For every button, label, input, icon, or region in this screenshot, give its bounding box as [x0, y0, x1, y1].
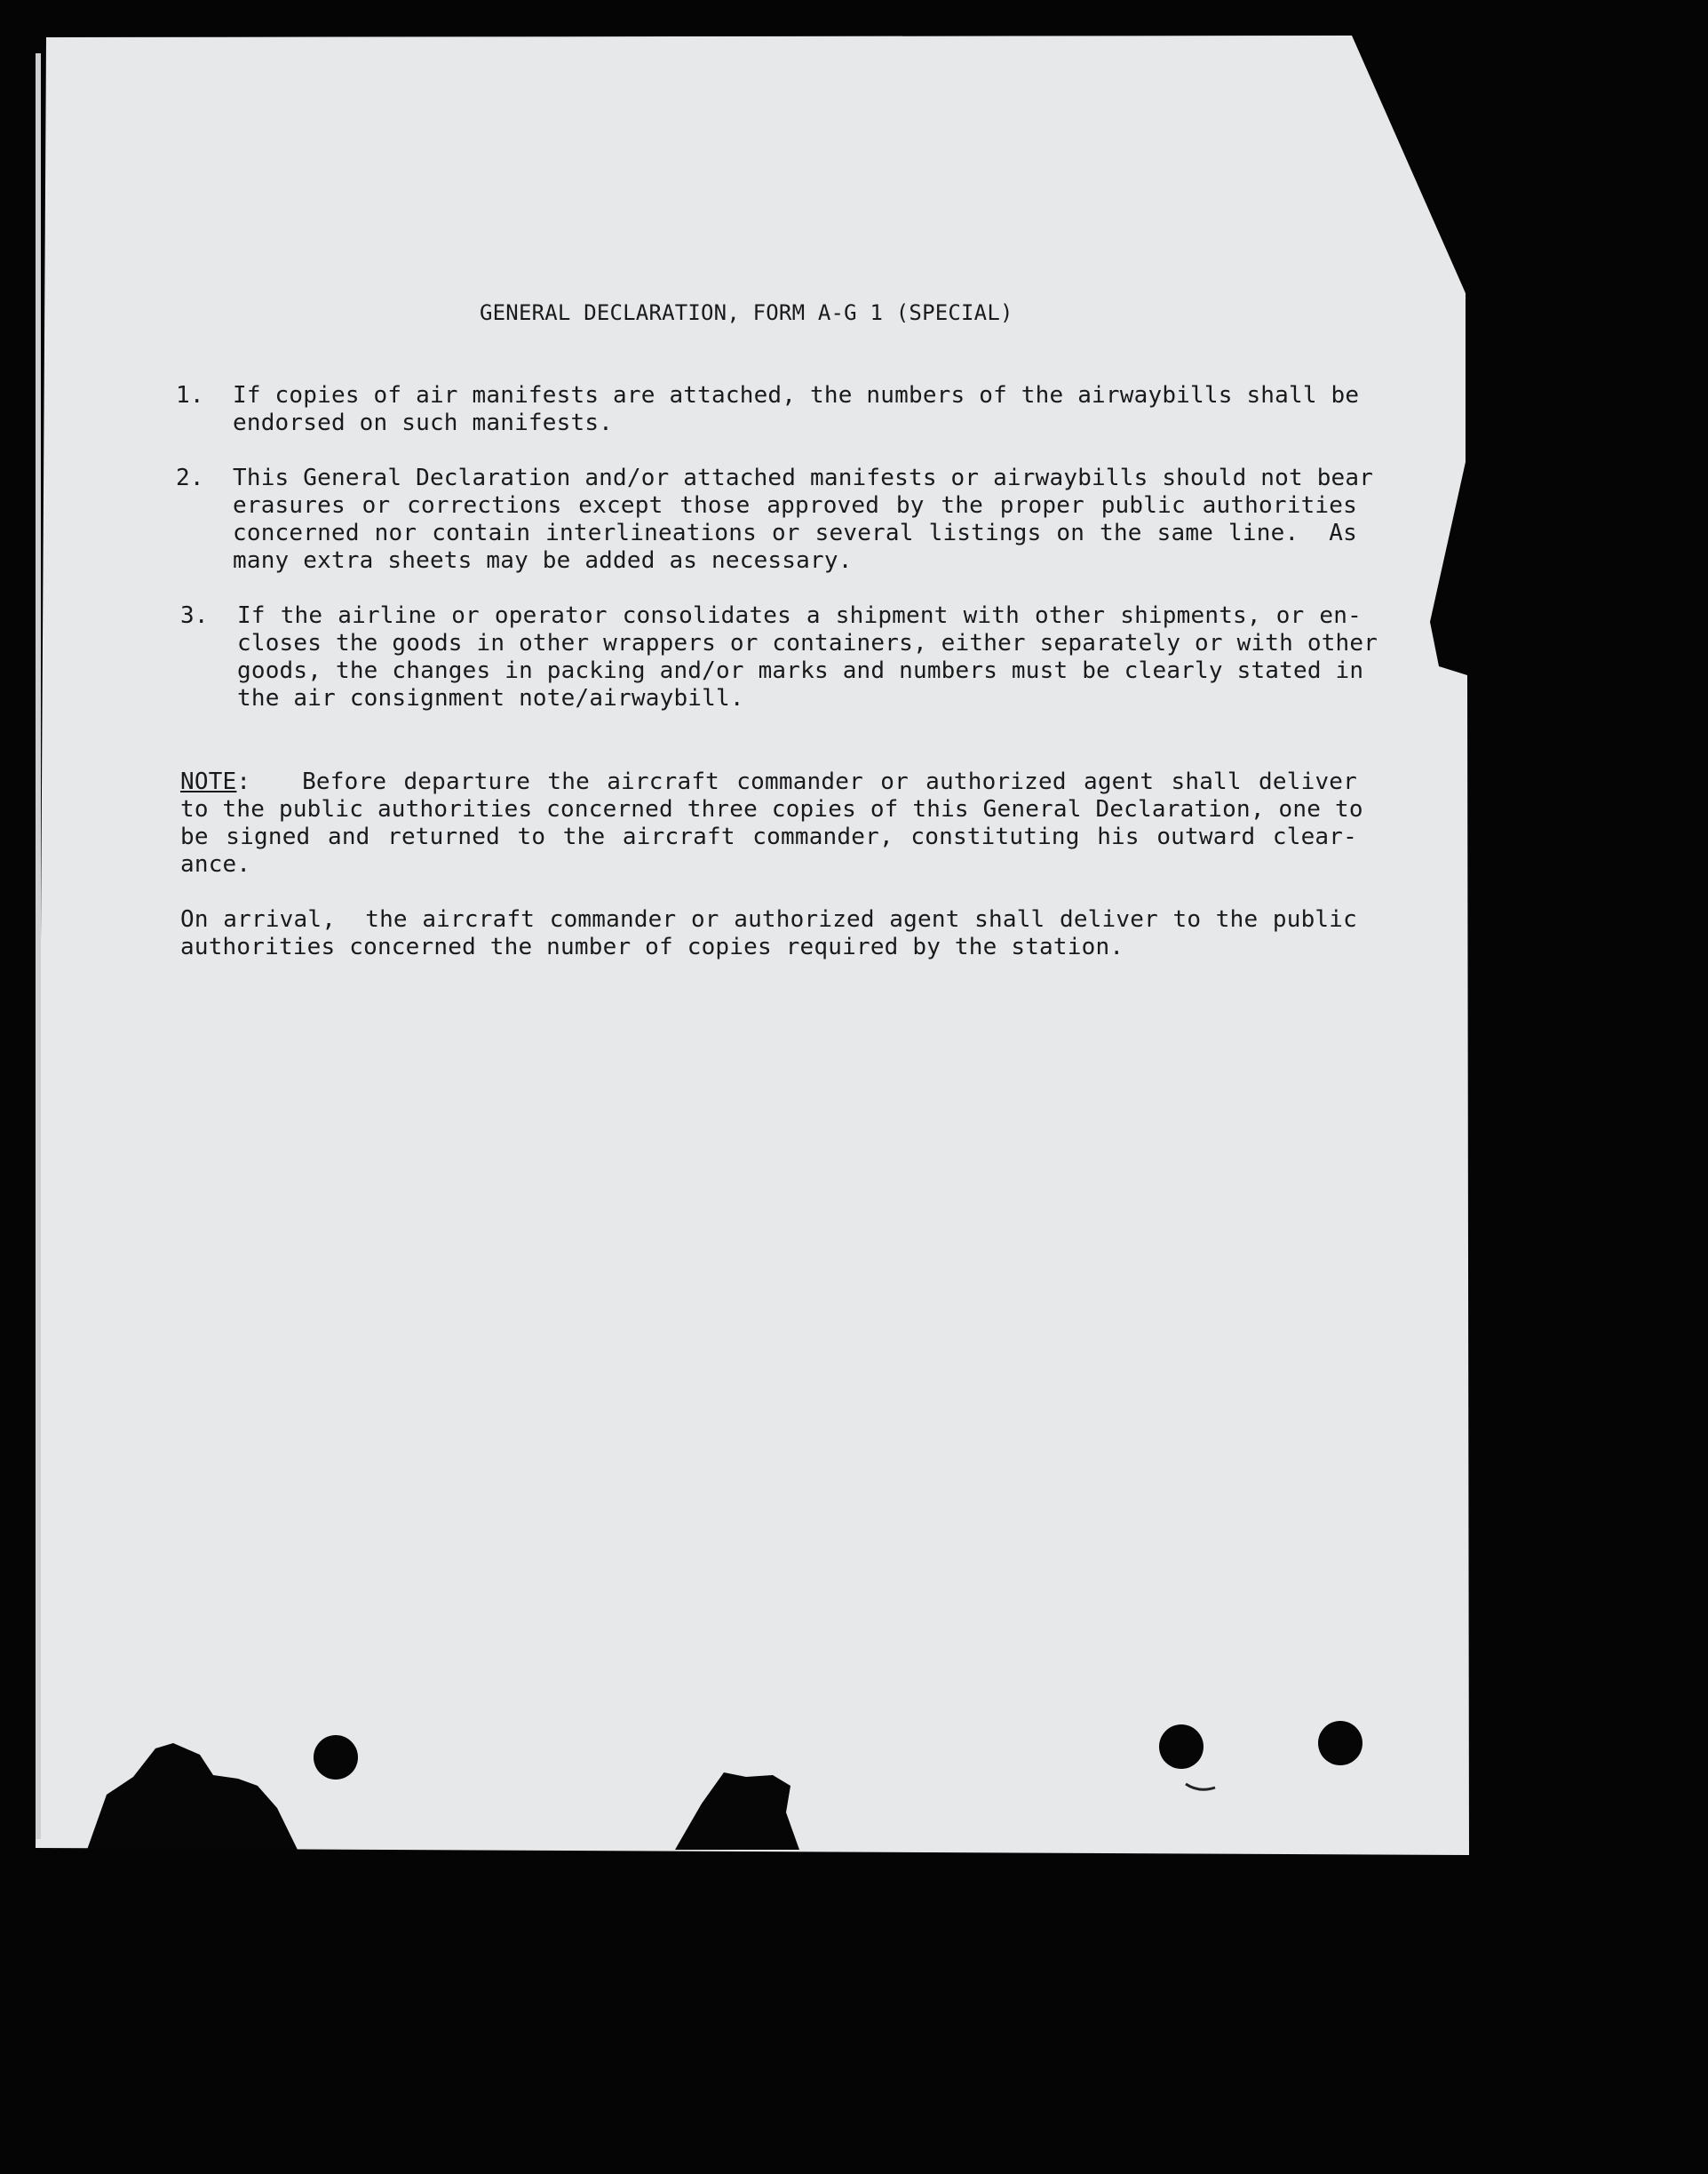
- text-line: many extra sheets may be added as necessary.: [233, 547, 853, 574]
- item-text: [237, 602, 1378, 713]
- item-number: 2.: [176, 465, 204, 491]
- text-line: concerned nor contain interlineations or several listings on the same line. As: [233, 520, 1357, 546]
- document-title: GENERAL DECLARATION, FORM A-G 1 (SPECIAL): [480, 300, 1013, 325]
- item-text: [233, 465, 1374, 575]
- note-label: NOTE: [180, 768, 237, 795]
- note-first-line: NOTE: Before departure the aircraft commander or authorized agent shall deliver: [180, 768, 1357, 795]
- text-line: closes the goods in other wrappers or containers, either separately or with other: [237, 630, 1378, 657]
- text-line: If the airline or operator consolidates a shipment with other shipments, or en-: [237, 602, 1362, 629]
- text-line: endorsed on such manifests.: [233, 410, 614, 436]
- text-line: the air consignment note/airwaybill.: [237, 685, 744, 712]
- item-number: 3.: [180, 602, 209, 629]
- text-line: erasures or corrections except those approved by the proper public authorities: [233, 492, 1357, 519]
- item-text: [233, 382, 1360, 437]
- text-line: authorities concerned the number of copies required by the station.: [180, 934, 1124, 960]
- note-first-text: Before departure the aircraft commander or authorized agent shall deliver: [302, 768, 1357, 795]
- text-line: This General Declaration and/or attached manifests or airwaybills should not bear: [233, 465, 1374, 491]
- text-line: If copies of air manifests are attached, the numbers of the airwaybills shall be: [233, 382, 1360, 409]
- text-line: to the public authorities concerned three copies of this General Declaration, one to: [180, 796, 1363, 823]
- arrival-paragraph: [180, 906, 1357, 961]
- text-line: ance.: [180, 851, 251, 878]
- text-line: goods, the changes in packing and/or marks and numbers must be clearly stated in: [237, 657, 1364, 684]
- text-line: be signed and returned to the aircraft commander, constituting his outward clear-: [180, 824, 1357, 850]
- item-number: 1.: [176, 382, 204, 409]
- note-paragraph: [180, 768, 1363, 879]
- text-line: On arrival, the aircraft commander or authorized agent shall deliver to the public: [180, 906, 1357, 933]
